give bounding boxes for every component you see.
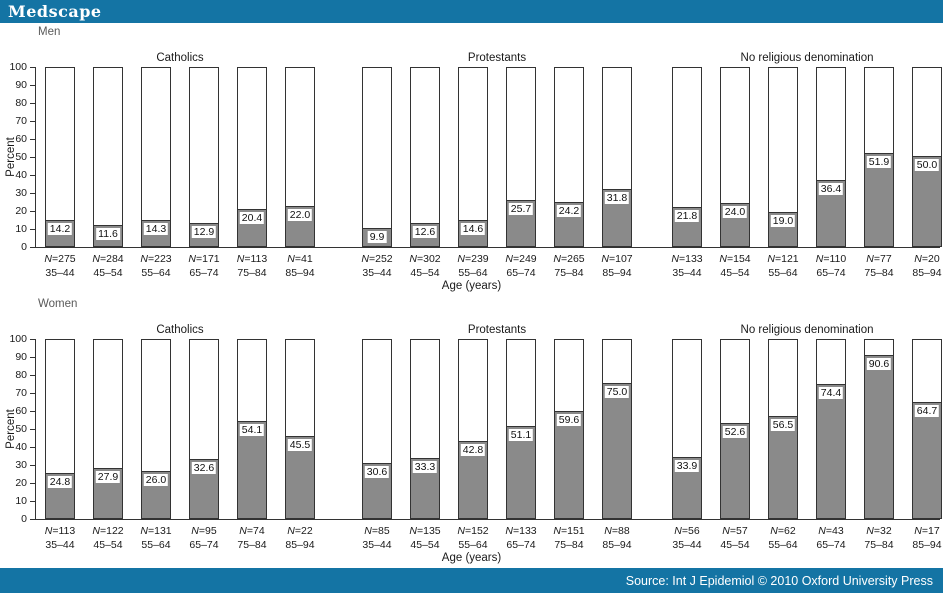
y-tick-label: 30 [15,187,27,199]
y-axis-line [35,67,36,247]
bar-value-label: 31.8 [606,191,628,204]
bar-45–54 [720,339,750,519]
n-label: N=122 [92,525,124,537]
bar-column [457,339,489,551]
n-label: N=252 [361,253,393,265]
y-tick [30,193,35,194]
n-label: N=32 [866,525,892,537]
bar-column [864,67,894,279]
age-label: 85–94 [602,538,632,551]
n-label: N=133 [505,525,537,537]
age-label: 45–54 [720,266,750,279]
y-tick-label: 60 [15,133,27,145]
bar-column [285,67,315,279]
y-tick-label: 40 [15,441,27,453]
bar-value-label: 20.4 [241,212,263,225]
n-label: N=85 [364,525,390,537]
n-label: N=107 [601,253,633,265]
bar-75–84 [864,339,894,519]
n-label: N=121 [767,253,799,265]
bar-fill [817,384,845,518]
panel-title-women: Women [38,298,78,310]
bar-fill [94,468,122,518]
panel-title-men: Men [38,26,61,38]
age-label: 35–44 [45,538,75,551]
bar-fill [865,355,893,518]
below-axis-women [0,519,943,567]
age-label: 85–94 [912,266,942,279]
bar-value-label: 33.9 [676,459,698,472]
n-label: N=20 [914,253,940,265]
bar-column [140,67,172,279]
n-label: N=41 [287,253,313,265]
bar-value-label: 32.6 [193,462,215,475]
y-tick-label: 80 [15,369,27,381]
y-tick [30,339,35,340]
bar-column [457,67,489,279]
n-label: N=223 [140,253,172,265]
y-tick-label: 10 [15,495,27,507]
bar-55–64 [768,67,798,247]
n-label: N=151 [553,525,585,537]
n-label: N=302 [409,253,441,265]
bar-55–64 [458,339,488,519]
y-tick [30,501,35,502]
bar-column [92,67,124,279]
bar-column [719,67,751,279]
bar-75–84 [554,339,584,519]
bar-value-label: 14.3 [145,223,167,236]
x-axis-title: Age (years) [441,280,502,292]
bar-85–94 [285,339,315,519]
y-tick-label: 0 [21,241,27,253]
bar-45–54 [720,67,750,247]
below-axis-men [0,247,943,295]
n-label: N=152 [457,525,489,537]
plot-men [0,61,943,279]
bar-fill [507,200,535,246]
bar-column [361,67,393,279]
y-tick [30,375,35,376]
bar-65–74 [816,339,846,519]
age-label: 55–64 [768,266,798,279]
bar-65–74 [189,339,219,519]
bar-fill [769,416,797,518]
bar-column [44,339,76,551]
n-label: N=43 [818,525,844,537]
group-title: No religious denomination [740,52,874,64]
bar-value-label: 52.6 [724,426,746,439]
bar-group [44,67,315,279]
age-label: 55–64 [141,538,171,551]
header-bar [0,0,943,23]
bar-group [44,339,315,551]
bar-value-label: 59.6 [558,413,580,426]
bar-value-label: 12.9 [193,225,215,238]
y-tick-label: 20 [15,205,27,217]
bar-value-label: 64.7 [916,404,938,417]
n-label: N=74 [239,525,265,537]
y-tick-label: 0 [21,513,27,525]
n-label: N=249 [505,253,537,265]
bar-column [672,339,702,551]
group-title: Catholics [156,52,204,64]
bar-value-label: 12.6 [414,226,436,239]
age-label: 55–64 [458,538,488,551]
bar-value-label: 25.7 [510,202,532,215]
y-tick [30,229,35,230]
age-label: 45–54 [410,538,440,551]
n-label: N=88 [604,525,630,537]
age-label: 75–84 [864,266,894,279]
n-label: N=239 [457,253,489,265]
y-tick [30,139,35,140]
medscape-logo: Medscape [8,2,102,21]
bar-75–84 [864,67,894,247]
panel-women-titles [0,295,943,339]
age-label: 65–74 [816,266,846,279]
age-label: 45–54 [410,266,440,279]
bar-value-label: 51.9 [868,155,890,168]
bar-value-label: 33.3 [414,461,436,474]
bar-value-label: 45.5 [289,439,311,452]
bar-value-label: 21.8 [676,209,698,222]
n-label: N=284 [92,253,124,265]
bar-column [92,339,124,551]
bar-value-label: 74.4 [820,387,842,400]
y-tick-label: 100 [9,333,27,345]
bar-column [409,339,441,551]
bar-column [815,67,847,279]
x-axis-title: Age (years) [441,552,502,564]
bar-value-label: 9.9 [369,231,385,244]
bar-column [505,67,537,279]
bar-fill [411,458,439,518]
charts-area [0,23,943,567]
bar-group [362,339,632,551]
y-tick [30,67,35,68]
y-tick [30,175,35,176]
y-tick-label: 50 [15,151,27,163]
bar-fill [190,459,218,518]
n-label: N=56 [674,525,700,537]
age-label: 65–74 [506,266,536,279]
y-tick [30,393,35,394]
bar-fill [673,207,701,246]
bar-column [912,339,942,551]
bar-45–54 [410,67,440,247]
bar-75–84 [554,67,584,247]
n-label: N=57 [722,525,748,537]
bar-column [140,339,172,551]
age-label: 35–44 [362,266,392,279]
y-tick-label: 80 [15,97,27,109]
bar-fill [411,223,439,246]
y-tick-label: 60 [15,405,27,417]
age-label: 55–64 [141,266,171,279]
panel-men [0,23,943,295]
bar-85–94 [912,67,942,247]
bar-column [912,67,942,279]
age-label: 55–64 [768,538,798,551]
age-label: 75–84 [237,538,267,551]
bar-85–94 [602,67,632,247]
bar-fill [673,457,701,518]
bar-fill [769,212,797,246]
n-label: N=265 [553,253,585,265]
n-label: N=135 [409,525,441,537]
n-label: N=131 [140,525,172,537]
bar-group [672,339,942,551]
n-label: N=171 [188,253,220,265]
bar-55–64 [458,67,488,247]
bar-column [236,67,268,279]
y-tick [30,411,35,412]
age-label: 75–84 [554,266,584,279]
bar-55–64 [141,67,171,247]
y-tick [30,211,35,212]
bar-value-label: 90.6 [868,357,890,370]
bar-35–44 [672,67,702,247]
n-label: N=62 [770,525,796,537]
bar-fill [507,426,535,518]
group-title: Protestants [467,52,527,64]
bar-75–84 [237,339,267,519]
n-label: N=113 [236,253,268,265]
panel-men-titles [0,23,943,67]
bar-65–74 [506,339,536,519]
bar-fill [142,471,170,518]
bar-fill [913,156,941,246]
bar-value-label: 50.0 [916,159,938,171]
age-label: 85–94 [285,538,315,551]
bar-column [285,339,315,551]
age-label: 65–74 [189,538,219,551]
y-tick-label: 70 [15,387,27,399]
bar-fill [363,463,391,518]
bar-fill [286,436,314,518]
bar-column [602,339,632,551]
y-tick [30,483,35,484]
bar-column [189,339,219,551]
bar-column [720,339,750,551]
bar-value-label: 24.2 [558,205,580,218]
bar-fill [721,423,749,518]
n-label: N=110 [815,253,847,265]
bar-column [188,67,220,279]
bar-35–44 [45,67,75,247]
bar-value-label: 30.6 [366,465,388,478]
bar-value-label: 27.9 [97,470,119,483]
n-label: N=95 [191,525,217,537]
footer-bar [0,568,943,593]
y-tick-label: 10 [15,223,27,235]
bar-75–84 [237,67,267,247]
bar-fill [555,202,583,246]
n-label: N=133 [671,253,703,265]
age-label: 45–54 [720,538,750,551]
bar-value-label: 26.0 [145,474,167,487]
bar-column [362,339,392,551]
y-tick [30,447,35,448]
bar-column [237,339,267,551]
bar-value-label: 11.6 [98,228,118,241]
y-tick [30,429,35,430]
n-label: N=22 [287,525,313,537]
bar-column [864,339,894,551]
age-label: 65–74 [506,538,536,551]
bar-value-label: 36.4 [820,183,842,196]
y-tick-label: 30 [15,459,27,471]
y-tick [30,103,35,104]
age-label: 75–84 [554,538,584,551]
y-tick [30,157,35,158]
bar-fill [459,441,487,518]
y-tick-label: 40 [15,169,27,181]
bar-35–44 [362,339,392,519]
age-label: 55–64 [458,266,488,279]
plot-women [0,333,943,551]
age-label: 75–84 [237,266,267,279]
bar-85–94 [602,339,632,519]
bar-column [768,339,798,551]
bar-55–64 [768,339,798,519]
bar-value-label: 14.6 [462,222,484,235]
bar-65–74 [816,67,846,247]
bar-fill [238,421,266,518]
bar-85–94 [912,339,942,519]
bar-column [816,339,846,551]
age-label: 85–94 [912,538,942,551]
bar-fill [459,220,487,246]
age-label: 45–54 [93,538,123,551]
bar-fill [865,153,893,246]
y-axis-line [35,339,36,519]
bar-fill [142,220,170,246]
bar-column [601,67,633,279]
n-label: N=17 [914,525,940,537]
age-label: 85–94 [602,266,632,279]
y-tick [30,465,35,466]
y-tick [30,85,35,86]
n-label: N=154 [719,253,751,265]
group-title: Protestants [467,324,527,336]
y-tick [30,121,35,122]
bar-85–94 [285,67,315,247]
n-label: N=275 [44,253,76,265]
age-label: 75–84 [864,538,894,551]
y-tick-label: 20 [15,477,27,489]
bar-value-label: 24.0 [724,205,746,218]
bar-value-label: 75.0 [606,386,628,398]
bar-column [553,67,585,279]
bar-65–74 [189,67,219,247]
bar-value-label: 42.8 [462,443,484,456]
n-label: N=113 [44,525,76,537]
bar-fill [817,180,845,246]
n-label: N=77 [866,253,892,265]
y-tick [30,357,35,358]
bar-fill [721,203,749,246]
bar-column [767,67,799,279]
y-tick-label: 90 [15,351,27,363]
bar-fill [190,223,218,246]
bar-group [361,67,633,279]
age-label: 35–44 [362,538,392,551]
bar-column [553,339,585,551]
bar-value-label: 54.1 [241,423,263,436]
y-tick-label: 70 [15,115,27,127]
age-label: 65–74 [816,538,846,551]
bar-fill [363,228,391,246]
y-tick-label: 50 [15,423,27,435]
bar-65–74 [506,67,536,247]
age-label: 45–54 [93,266,123,279]
age-label: 35–44 [672,266,702,279]
group-title: Catholics [156,324,204,336]
y-tick-label: 90 [15,79,27,91]
bar-35–44 [362,67,392,247]
bar-fill [238,209,266,246]
y-axis-title: Percent [5,409,17,449]
group-title: No religious denomination [740,324,874,336]
y-tick-label: 100 [9,61,27,73]
bar-fill [286,206,314,246]
panel-women [0,295,943,567]
bar-35–44 [672,339,702,519]
bar-value-label: 19.0 [772,214,794,227]
age-label: 35–44 [672,538,702,551]
bar-fill [46,220,74,246]
bar-fill [46,473,74,518]
bar-value-label: 24.8 [49,476,71,489]
bar-fill [555,411,583,518]
bar-fill [94,225,122,246]
age-label: 65–74 [189,266,219,279]
bar-35–44 [45,339,75,519]
bar-value-label: 56.5 [772,419,794,432]
bar-fill [603,189,631,246]
bar-column [409,67,441,279]
bar-value-label: 14.2 [49,223,71,236]
y-axis-title: Percent [5,137,17,177]
bar-45–54 [410,339,440,519]
bar-group [671,67,942,279]
bar-fill [603,383,631,518]
bar-value-label: 22.0 [289,209,311,222]
bar-column [505,339,537,551]
bar-column [44,67,76,279]
bar-fill [913,402,941,518]
source-text: Source: Int J Epidemiol © 2010 Oxford University Press [625,573,933,588]
bar-45–54 [93,339,123,519]
bar-column [671,67,703,279]
bar-45–54 [93,67,123,247]
bar-55–64 [141,339,171,519]
age-label: 85–94 [285,266,315,279]
bar-value-label: 51.1 [510,429,532,442]
age-label: 35–44 [45,266,75,279]
